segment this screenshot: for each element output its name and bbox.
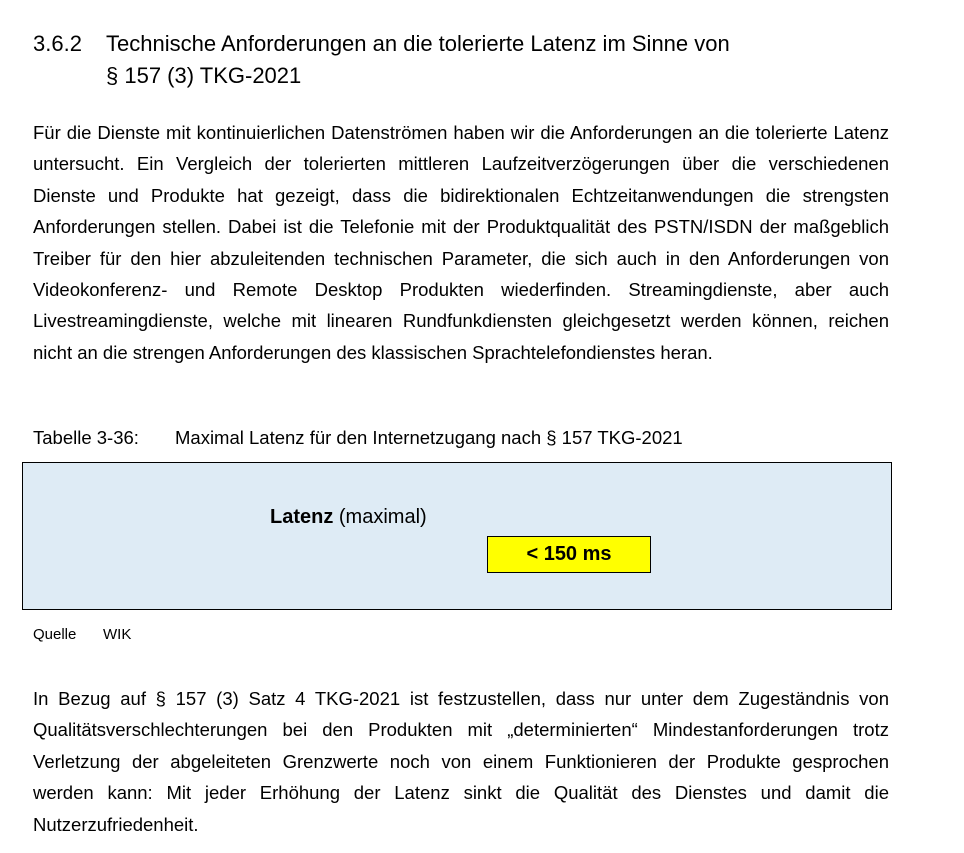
latency-value: < 150 ms — [487, 536, 651, 573]
section-title-line2: § 157 (3) TKG-2021 — [106, 63, 302, 88]
table-caption-label: Tabelle 3-36: — [33, 427, 139, 448]
source-label: Quelle — [33, 626, 77, 643]
section-title-line1: Technische Anforderungen an die tolerierte Latenz im Sinne von — [106, 31, 730, 56]
source-value: WIK — [103, 626, 132, 643]
latency-label-suffix: (maximal) — [333, 506, 427, 528]
body-paragraph-2: In Bezug auf § 157 (3) Satz 4 TKG-2021 ist festzustellen, dass nur unter dem Zugeständnis von Qualitätsverschlechterungen bei den Produkten mit „determinierten“ Mindestanforderungen trotz Verletzung der abgeleiteten Grenzwerte noch von einem Funktionieren der Produkte gesprochen werden kann: Mit jeder Erhöhung der Latenz sinkt die Qualität des Dienstes und damit die Nutzerzufriedenheit. — [33, 688, 889, 835]
section-title — [106, 28, 866, 92]
latency-label-bold: Latenz — [270, 506, 334, 528]
table-source — [33, 625, 131, 645]
table-caption-text: Maximal Latenz für den Internetzugang nach § 157 TKG-2021 — [175, 427, 683, 448]
latency-table — [22, 462, 892, 610]
body-paragraph-1: Für die Dienste mit kontinuierlichen Datenströmen haben wir die Anforderungen an die tolerierte Latenz untersucht. Ein Vergleich der tolerierten mittleren Laufzeitverzögerungen über die verschiedenen Dienste und Produkte hat gezeigt, dass die bidirektionalen Echtzeitanwendungen die strengsten Anforderungen stellen. Dabei ist die Telefonie mit der Produktqualität des PSTN/ISDN der maßgeblich Treiber für den hier abzuleitenden technischen Parameter, die sich auch in den Anforderungen von Videokonferenz- und Remote Desktop Produkten wiederfinden. Streamingdienste, aber auch Livestreamingdienste, welche mit linearen Rundfunkdiensten gleichgesetzt werden können, reichen nicht an die strengen Anforderungen des klassischen Sprachtelefondienstes heran. — [33, 122, 889, 363]
latency-label — [270, 504, 427, 530]
table-caption — [33, 424, 683, 452]
section-number: 3.6.2 — [33, 31, 82, 56]
